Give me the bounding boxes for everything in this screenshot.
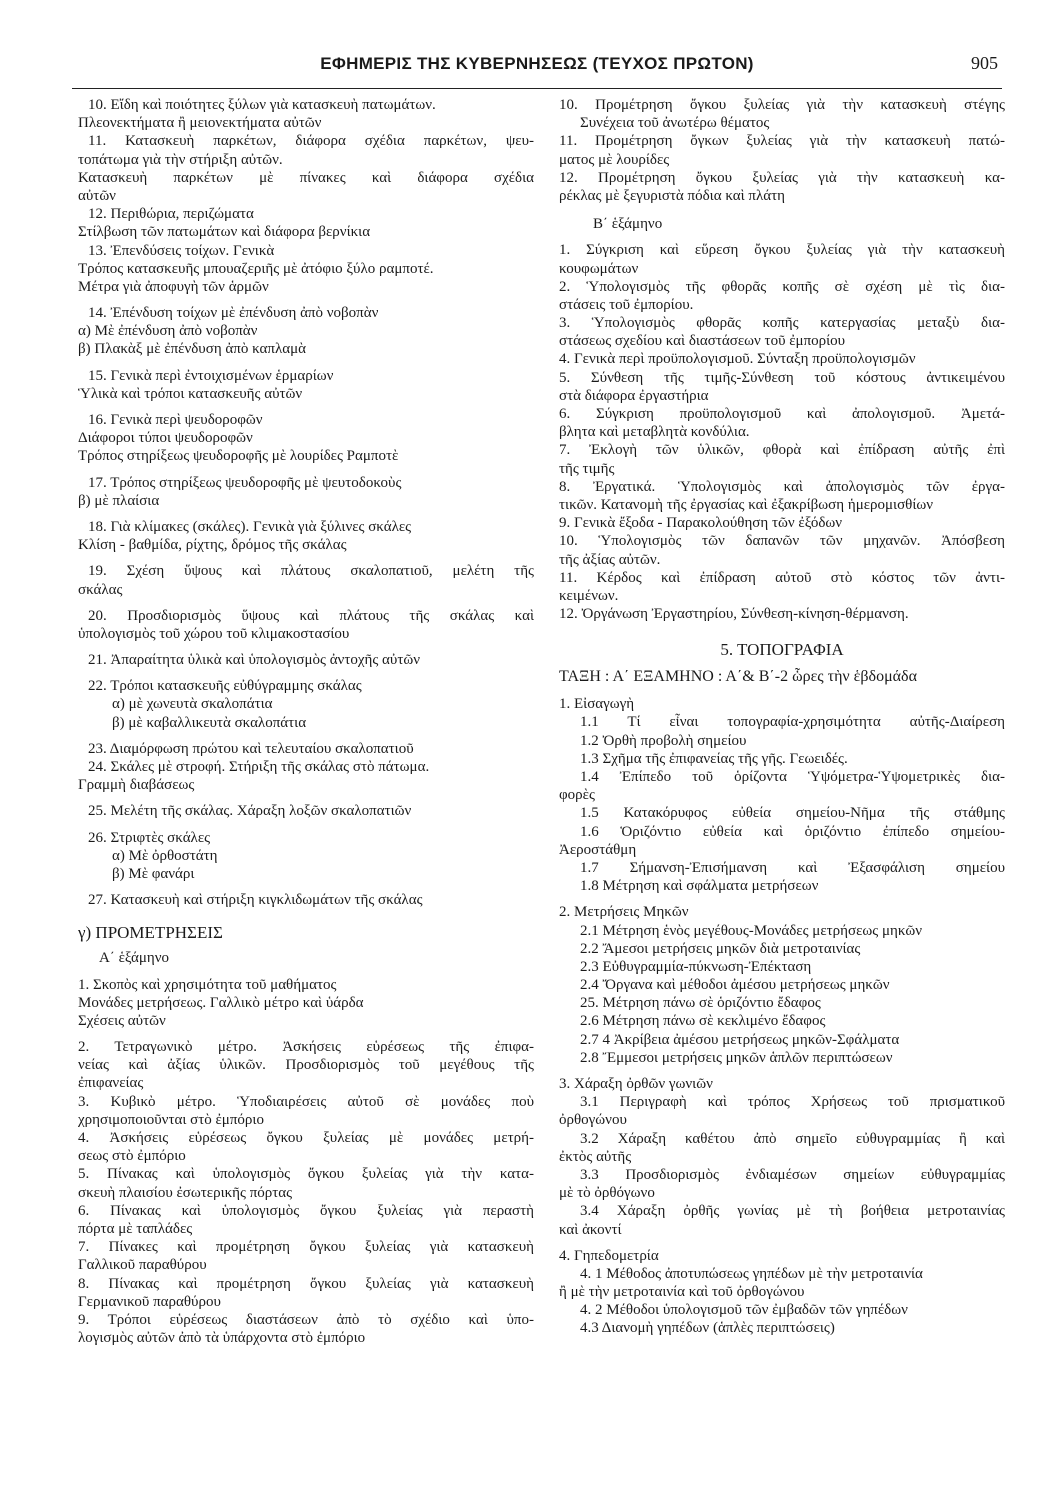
text-line: 12. Ὀργάνωση Ἐργαστηρίου, Σύνθεση-κίνηση-θέρμανση. — [559, 606, 909, 623]
text-line: Μονάδες μετρήσεως. Γαλλικὸ μέτρο καὶ ὑάρδα — [78, 994, 364, 1011]
text-line: α) Μὲ ἐπένδυση ἀπὸ νοβοπὰν — [78, 323, 258, 340]
text-line: σεως στὸ ἐμπόριο — [78, 1148, 186, 1165]
line-gap — [559, 233, 1005, 241]
text-line: 10. Εἴδη καὶ ποιότητες ξύλων γιὰ κατασκευὴ πατωμάτων. — [88, 97, 436, 113]
gazette-title: ΕΦΗΜΕΡΙΣ ΤΗΣ ΚΥΒΕΡΝΗΣΕΩΣ (ΤΕΥΧΟΣ ΠΡΩΤΟΝ) — [320, 54, 754, 73]
text-line: 25. Μελέτη τῆς σκάλας. Χάραξη λοξῶν σκαλοπατιῶν — [88, 803, 412, 820]
text-line: 18. Γιὰ κλίμακες (σκάλες). Γενικὰ γιὰ ξύλινες σκάλες — [88, 518, 412, 535]
text-line: 8. Πίνακας καὶ προμέτρηση ὄγκου ξυλείας γιὰ κατασκευὴ — [78, 1275, 534, 1292]
text-line: Γραμμὴ διαβάσεως — [78, 777, 195, 794]
text-line: 1.5 Κατακόρυφος εὐθεία σημείου-Νῆμα τῆς στάθμης — [580, 805, 1005, 822]
text-line: 2.8 Ἔμμεσοι μετρήσεις μηκῶν ἁπλῶν περιπτώσεων — [580, 1049, 893, 1066]
page-header — [72, 48, 1002, 89]
text-line: Τρόπος στηρίξεως ψευδοροφῆς μὲ λουρίδες Ραμποτὲ — [78, 448, 399, 465]
section-heading-topografia: 5. ΤΟΠΟΓΡΑΦΙΑ — [720, 640, 844, 660]
line-gap — [78, 669, 534, 677]
text-line: Κατασκευὴ παρκέτων μὲ πίνακες καὶ διάφορα σχέδια — [78, 169, 534, 186]
text-line: 1. Εἰσαγωγὴ — [559, 696, 635, 713]
line-gap — [78, 968, 534, 976]
text-line: 15. Γενικὰ περὶ ἐντοιχισμένων ἑρμαρίων — [88, 367, 334, 384]
text-line: 2.7 4 Ἀκρίβεια ἀμέσου μετρήσεως μηκῶν-Σφάλματα — [580, 1031, 900, 1048]
text-line: 14. Ἐπένδυση τοίχων μὲ ἐπένδυση ἀπὸ νοβοπὰν — [88, 305, 379, 322]
line-gap — [78, 794, 534, 802]
text-line: ὀρθογώνου — [559, 1112, 627, 1129]
line-gap — [78, 466, 534, 474]
text-line: 2. Τετραγωνικὸ μέτρο. Ἀσκήσεις εὑρέσεως τῆς ἐπιφα- — [78, 1039, 534, 1056]
text-line: 1. Σύγκριση καὶ εὕρεση ὄγκου ξυλείας γιὰ τὴν κατασκευὴ — [559, 242, 1005, 259]
text-line: Γερμανικοῦ παραθύρου — [78, 1293, 221, 1310]
class-schedule-line: ΤΑΞΗ : Α΄ ΕΞΑΜΗΝΟ : Α΄& Β΄-2 ὧρες τὴν ἑβδομάδα — [559, 668, 917, 686]
line-gap — [78, 643, 534, 651]
text-line: 2.3 Εὐθυγραμμία-πύκνωση-Ἐπέκταση — [580, 958, 812, 975]
line-gap — [559, 895, 1005, 903]
right-lines-block — [559, 96, 1005, 205]
text-line: 7. Ἐκλογὴ τῶν ὑλικῶν, φθορὰ καὶ ἐπίδραση αὐτῆς ἐπὶ — [559, 442, 1005, 459]
text-line: 6. Σύγκριση προϋπολογισμοῦ καὶ ἀπολογισμοῦ. Ἀμετά- — [559, 406, 1005, 422]
text-line: Πλεονεκτήματα ἢ μειονεκτήματα αὐτῶν — [78, 115, 322, 132]
text-line: β) μὲ πλαίσια — [78, 492, 160, 509]
left-lines2-block — [78, 968, 534, 1348]
line-gap — [78, 403, 534, 411]
line-gap — [559, 1239, 1005, 1247]
text-line: τοπάτωμα γιὰ τὴν στήριξη αὐτῶν. — [78, 151, 283, 168]
text-line: στάσεως σχεδίου καὶ διαστάσεων τοῦ ἐμπορίου — [559, 333, 846, 350]
text-line: 4. 2 Μέθοδοι ὑπολογισμοῦ τῶν ἐμβαδῶν τῶν γηπέδων — [580, 1302, 908, 1319]
text-line: 3. Ὑπολογισμὸς φθορᾶς κοπῆς κατεργασίας μεταξὺ δια- — [559, 315, 1005, 332]
text-line: 25. Μέτρηση πάνω σὲ ὁριζόντιο ἔδαφος — [580, 995, 821, 1012]
line-gap — [78, 883, 534, 891]
text-line: τῆς ἀξίας αὐτῶν. — [559, 551, 661, 568]
text-line: Ἀεροστάθμη — [559, 841, 637, 858]
text-line: 1.8 Μέτρηση καὶ σφάλματα μετρήσεων — [580, 878, 819, 895]
text-line: 2.1 Μέτρηση ἑνὸς μεγέθους-Μονάδες μετρήσεως μηκῶν — [580, 922, 923, 939]
text-line: σκάλας — [78, 581, 123, 598]
text-line: 10. Ὑπολογισμὸς τῶν δαπανῶν τῶν μηχανῶν. Ἀπόσβεση — [559, 533, 1005, 550]
text-line: καὶ ἀκοντί — [559, 1221, 622, 1238]
text-line: 3.1 Περιγραφὴ καὶ τρόπος Χρήσεως τοῦ πρισματικοῦ — [580, 1094, 1005, 1111]
text-line: 6. Πίνακας καὶ ὑπολογισμὸς ὄγκου ξυλείας γιὰ περαστὴ — [78, 1202, 534, 1219]
text-line: 3.3 Προσδιορισμὸς ἐνδιαμέσων σημείων εὐθυγραμμίας — [580, 1166, 1005, 1183]
text-line: 16. Γενικὰ περὶ ψευδοροφῶν — [88, 412, 263, 428]
text-line: 3. Χάραξη ὀρθῶν γωνιῶν — [559, 1076, 713, 1092]
line-gap — [78, 296, 534, 304]
text-line: 19. Σχέση ὕψους καὶ πλάτους σκαλοπατιοῦ, μελέτη τῆς — [88, 563, 534, 580]
text-line: 7. Πίνακες καὶ προμέτρηση ὄγκου ξυλείας γιὰ κατασκευὴ — [78, 1239, 534, 1256]
text-line: σκευὴ πλαισίου ἐσωτερικῆς πόρτας — [78, 1184, 293, 1201]
text-line: 3. Κυβικὸ μέτρο. Ὑποδιαιρέσεις αὐτοῦ σὲ μονάδες ποὺ — [78, 1093, 534, 1110]
text-line: 2.2 Ἄμεσοι μετρήσεις μηκῶν διὰ μετροταινίας — [580, 940, 861, 957]
text-line: τικῶν. Κατανομὴ τῆς ἐργασίας καὶ ἐξακρίβωση ἡμερομισθίων — [559, 496, 934, 513]
text-line: ἢ μὲ τὴν μετροταινία καὶ τοῦ ὀρθογώνου — [559, 1284, 805, 1301]
text-line: ἐκτὸς αὐτῆς — [559, 1148, 632, 1165]
text-line: Κλίση - βαθμίδα, ρίχτης, δρόμος τῆς σκάλας — [78, 537, 347, 554]
line-gap — [78, 554, 534, 562]
text-line: 4.3 Διανομὴ γηπέδων (ἁπλὲς περιπτώσεις) — [580, 1320, 835, 1337]
text-line: κουφωμάτων — [559, 260, 639, 277]
text-line: πόρτα μὲ ταπλάδες — [78, 1220, 193, 1237]
text-line: Μέτρα γιὰ ἀποφυγὴ τῶν ἁρμῶν — [78, 278, 269, 295]
text-line: 1.2 Ὀρθὴ προβολὴ σημείου — [580, 732, 747, 749]
text-line: 5. Πίνακας καὶ ὑπολογισμὸς ὄγκου ξυλείας γιὰ τὴν κατα- — [78, 1166, 534, 1183]
text-line: λογισμὸς αὐτῶν ἀπὸ τὰ ὑπάρχοντα στὸ ἐμπόριο — [78, 1330, 366, 1347]
text-line: 2.6 Μέτρηση πάνω σὲ κεκλιμένο ἔδαφος — [580, 1013, 826, 1030]
text-line: φορὲς — [559, 787, 595, 804]
text-line: 12. Περιθώρια, περιζώματα — [88, 206, 254, 223]
line-gap — [559, 1067, 1005, 1075]
text-line: 24. Σκάλες μὲ στροφή. Στήριξη τῆς σκάλας στὸ πάτωμα. — [88, 759, 430, 775]
text-line: 22. Τρόποι κατασκευῆς εὐθύγραμμης σκάλας — [88, 678, 362, 695]
text-line: 2. Μετρήσεις Μηκῶν — [559, 904, 689, 921]
left-column — [78, 96, 534, 1347]
text-line: 3.2 Χάραξη καθέτου ἀπὸ σημεῖο εὐθυγραμμίας ἢ καὶ — [580, 1130, 1005, 1147]
text-line: ρέκλας μὲ ξεγυριστὰ πόδια καὶ πλάτη — [559, 187, 785, 204]
text-line: 4. Ἀσκήσεις εὑρέσεως ὄγκου ξυλείας μὲ μονάδες μετρή- — [78, 1130, 534, 1146]
semester-b-label: Β΄ ἑξάμηνο — [593, 216, 663, 233]
text-line: χρησιμοποιοῦνται στὸ ἐμπόριο — [78, 1111, 264, 1128]
line-gap — [78, 1030, 534, 1038]
text-line: 2. Ὑπολογισμὸς τῆς φθορᾶς κοπῆς σὲ σχέση μὲ τὶς δια- — [559, 278, 1005, 295]
text-line: νείας καὶ ἀξίας ὑλικῶν. Προσδιορισμὸς τοῦ μεγέθους τῆς — [78, 1057, 534, 1074]
text-line: 1.3 Σχῆμα τῆς ἐπιφανείας τῆς γῆς. Γεωειδές. — [580, 750, 848, 767]
text-line: 13. Ἐπενδύσεις τοίχων. Γενικὰ — [88, 242, 275, 259]
text-line: 26. Στριφτὲς σκάλες — [88, 829, 211, 846]
text-line: 4. Γηπεδομετρία — [559, 1247, 659, 1264]
text-line: Γαλλικοῦ παραθύρου — [78, 1257, 207, 1274]
text-line: Διάφοροι τύποι ψευδοροφῶν — [78, 430, 253, 447]
semester-a-label: Α΄ ἑξάμηνο — [99, 950, 170, 967]
text-line: 1.1 Τί εἶναι τοπογραφία-χρησιμότητα αὐτῆς-Διαίρεση — [580, 714, 1005, 731]
text-line: 11. Κέρδος καὶ ἐπίδραση αὐτοῦ στὸ κόστος τῶν ἀντι- — [559, 569, 1005, 586]
text-line: 1.4 Ἐπίπεδο τοῦ ὁρίζοντα Ὑψόμετρα-Ὑψομετρικὲς δια- — [580, 769, 1005, 785]
right-lines3-block — [559, 687, 1005, 1337]
line-gap — [78, 821, 534, 829]
text-line: β) μὲ καβαλλικευτὰ σκαλοπάτια — [112, 714, 307, 731]
text-line: Στίλβωση τῶν πατωμάτων καὶ διάφορα βερνίκια — [78, 224, 371, 241]
text-line: ἐπιφανείας — [78, 1075, 144, 1092]
left-lines-block — [78, 96, 534, 909]
text-line: αὐτῶν — [78, 187, 116, 204]
text-line: 9. Τρόποι εὑρέσεως διαστάσεων ἀπὸ τὸ σχέδιο καὶ ὑπο- — [78, 1311, 534, 1328]
text-line: α) Μὲ ὀρθοστάτη — [112, 847, 218, 864]
text-line: 2.4 Ὄργανα καὶ μέθοδοι ἀμέσου μετρήσεως μηκῶν — [580, 977, 890, 994]
text-line: 1. Σκοπὸς καὶ χρησιμότητα τοῦ μαθήματος — [78, 976, 337, 993]
line-gap — [559, 687, 1005, 695]
line-gap — [78, 510, 534, 518]
right-column — [559, 96, 1005, 1338]
text-line: Τρόπος κατασκευῆς μπουαζεριῆς μὲ ἀτόφιο ξύλο ραμποτέ. — [78, 260, 434, 277]
text-line: τῆς τιμῆς — [559, 460, 615, 477]
right-lines2-block — [559, 233, 1005, 623]
text-line: 4. Γενικὰ περὶ προϋπολογισμοῦ. Σύνταξη προϋπολογισμῶν — [559, 351, 916, 368]
text-line: στάσεις τοῦ ἐμπορίου. — [559, 296, 694, 313]
text-line: 1.7 Σήμανση-Ἐπισήμανση καὶ Ἐξασφάλιση σημείου — [580, 859, 1005, 876]
text-line: 20. Προσδιορισμὸς ὕψους καὶ πλάτους τῆς σκάλας καὶ — [88, 607, 534, 624]
text-line: κειμένων. — [559, 587, 619, 604]
section-heading-prometriseis: γ) ΠΡΟΜΕΤΡΗΣΕΙΣ — [78, 923, 223, 943]
text-line: Σχέσεις αὐτῶν — [78, 1012, 166, 1029]
text-line: Συνέχεια τοῦ ἀνωτέρω θέματος — [580, 115, 770, 132]
page-number: 905 — [971, 53, 998, 73]
text-line: 11. Κατασκευὴ παρκέτων, διάφορα σχέδια παρκέτων, ψευ- — [88, 133, 534, 150]
text-line: ὑπολογισμὸς τοῦ χώρου τοῦ κλιμακοστασίου — [78, 625, 350, 642]
text-line: 27. Κατασκευὴ καὶ στήριξη κιγκλιδωμάτων τῆς σκάλας — [88, 892, 423, 909]
text-line: 23. Διαμόρφωση πρώτου καὶ τελευταίου σκαλοπατιοῦ — [88, 740, 414, 757]
text-line: 21. Ἀπαραίτητα ὑλικὰ καὶ ὑπολογισμὸς ἀντοχῆς αὐτῶν — [88, 652, 421, 669]
text-line: 1.6 Ὁριζόντιο εὐθεία καὶ ὁριζόντιο ἐπίπεδο σημείου- — [580, 823, 1005, 840]
text-line: στὰ διάφορα ἐργαστήρια — [559, 387, 709, 404]
text-line: 12. Προμέτρηση ὄγκου ξυλείας γιὰ τὴν κατασκευὴ κα- — [559, 169, 1005, 186]
text-line: 5. Σύνθεση τῆς τιμῆς-Σύνθεση τοῦ κόστους ἀντικειμένου — [559, 369, 1005, 386]
text-line: α) μὲ χωνευτὰ σκαλοπάτια — [112, 696, 273, 713]
text-line: βλητα καὶ μεταβλητὰ κονδύλια. — [559, 424, 750, 441]
text-line: β) Μὲ φανάρι — [112, 865, 195, 882]
text-line: 8. Ἐργατικά. Ὑπολογισμὸς καὶ ἀπολογισμὸς τῶν ἐργα- — [559, 478, 1005, 495]
text-line: 3.4 Χάραξη ὀρθῆς γωνίας μὲ τὴ βοήθεια μετροταινίας — [580, 1203, 1005, 1220]
text-line: 10. Προμέτρηση ὄγκου ξυλείας γιὰ τὴν κατασκευὴ στέγης — [559, 97, 1005, 113]
text-line: 17. Τρόπος στηρίξεως ψευδοροφῆς μὲ ψευτοδοκοὺς — [88, 474, 402, 491]
text-line: 4. 1 Μέθοδος ἀποτυπώσεως γηπέδων μὲ τὴν μετροταινία — [580, 1265, 923, 1282]
line-gap — [78, 599, 534, 607]
line-gap — [78, 732, 534, 740]
text-line: β) Πλακὰξ μὲ ἐπένδυση ἀπὸ καπλαμὰ — [78, 341, 306, 358]
text-line: ματος μὲ λουρίδες — [559, 151, 670, 168]
line-gap — [78, 359, 534, 367]
text-line: μὲ τὸ ὀρθόγωνο — [559, 1185, 655, 1202]
text-line: Ὑλικὰ καὶ τρόποι κατασκευῆς αὐτῶν — [78, 385, 303, 402]
text-line: 9. Γενικὰ ἔξοδα - Παρακολούθηση τῶν ἐξόδων — [559, 515, 843, 532]
text-line: 11. Προμέτρηση ὄγκων ξυλείας γιὰ τὴν κατασκευὴ πατώ- — [559, 133, 1005, 150]
